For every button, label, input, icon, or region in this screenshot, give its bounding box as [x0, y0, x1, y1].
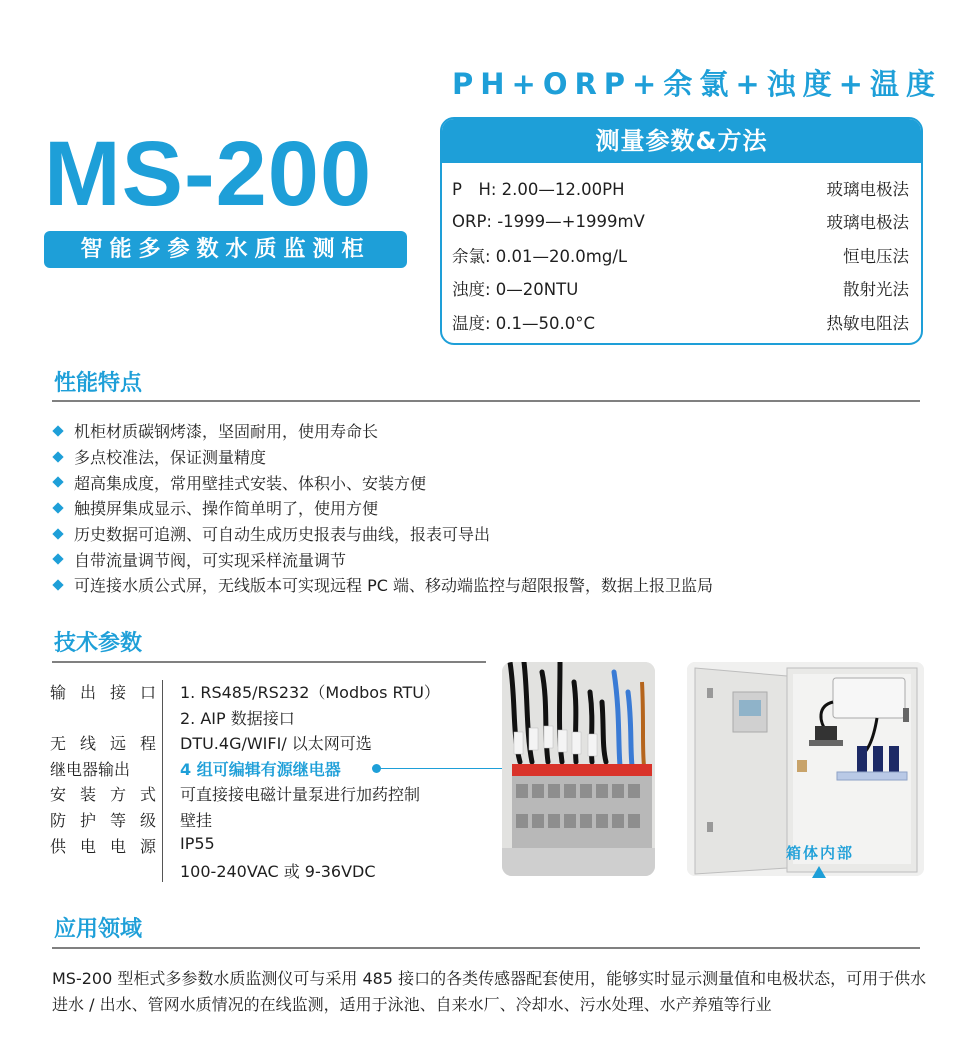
application-heading: 应用领域	[54, 917, 143, 942]
measurement-row	[452, 238, 909, 272]
list-item: 自带流量调节阀，可实现采样流量调节	[52, 546, 713, 572]
measurement-param: P H: 2.00—12.00PH	[452, 179, 625, 199]
diamond-bullet-icon	[52, 528, 63, 539]
tech-value-column	[180, 680, 440, 885]
measurement-method: 恒电压法	[843, 246, 909, 266]
measurement-panel-title: 测量参数&方法	[442, 119, 921, 163]
list-item: 历史数据可追溯、可自动生成历史报表与曲线，报表可导出	[52, 521, 713, 547]
application-divider	[52, 947, 920, 949]
list-item: 多点校准法，保证测量精度	[52, 444, 713, 470]
application-description: MS-200 型柜式多参数水质监测仪可与采用 485 接口的各类传感器配套使用，能够实时显示测量值和电极状态，可用于供水进水 / 出水、管网水质情况的在线监测，适用于泳池、自来水厂、冷却水、污水处理、水产养殖等行业	[52, 969, 927, 1014]
measurement-param: 温度: 0.1—50.0°C	[452, 313, 596, 333]
tech-value: 壁挂	[180, 810, 213, 830]
diamond-bullet-icon	[52, 425, 63, 436]
measurement-method: 玻璃电极法	[826, 213, 909, 233]
diamond-bullet-icon	[52, 554, 63, 565]
tech-value-highlight: 4 组可编辑有源继电器	[180, 759, 341, 779]
measurement-row	[452, 171, 909, 205]
features-divider	[52, 400, 920, 402]
measurement-param: 浊度: 0—20NTU	[452, 280, 579, 300]
tech-label: 供 电 电 源	[50, 836, 156, 856]
measurement-rows	[442, 163, 921, 339]
diamond-bullet-icon	[52, 451, 63, 462]
up-arrow-icon	[812, 866, 826, 878]
measurement-method: 散射光法	[843, 280, 909, 300]
tech-value: DTU.4G/WIFI/ 以太网可选	[180, 734, 372, 754]
parameter-list-heading: PH+ORP+余氯+浊度+温度	[452, 67, 942, 101]
relay-wiring-photo	[502, 662, 655, 876]
measurement-method: 玻璃电极法	[826, 179, 909, 199]
tech-label: 继电器输出	[50, 759, 131, 779]
tech-value: 1. RS485/RS232（Modbos RTU）	[180, 683, 440, 702]
tech-divider-line	[52, 661, 486, 663]
cabinet-caption: 箱体内部	[786, 844, 855, 862]
feature-list	[52, 418, 713, 598]
measurement-param: 余氯: 0.01—20.0mg/L	[452, 246, 628, 266]
tech-label: 安 装 方 式	[50, 785, 156, 805]
diamond-bullet-icon	[52, 502, 63, 513]
measurement-row	[452, 305, 909, 339]
product-name-badge: 智能多参数水质监测柜	[44, 231, 407, 268]
tech-heading: 技术参数	[54, 631, 143, 656]
model-title: MS-200	[44, 123, 373, 225]
measurement-panel	[440, 117, 923, 345]
measurement-method: 热敏电阻法	[826, 313, 909, 333]
tech-column-divider	[162, 680, 163, 882]
tech-label-column	[50, 680, 156, 859]
measurement-row	[452, 205, 909, 239]
diamond-bullet-icon	[52, 579, 63, 590]
tech-label: 输 出 接 口	[50, 683, 156, 702]
list-item: 可连接水质公式屏，无线版本可实现远程 PC 端、移动端监控与超限报警，数据上报卫监局	[52, 572, 713, 598]
list-item: 机柜材质碳钢烤漆，坚固耐用，使用寿命长	[52, 418, 713, 444]
tech-value: 2. AIP 数据接口	[180, 708, 295, 728]
measurement-row	[452, 272, 909, 306]
tech-label: 防 护 等 级	[50, 810, 156, 830]
measurement-param: ORP: -1999—+1999mV	[452, 211, 645, 231]
diamond-bullet-icon	[52, 477, 63, 488]
tech-label	[50, 706, 156, 732]
tech-label: 无 线 远 程	[50, 734, 156, 754]
tech-value: 可直接接电磁计量泵进行加药控制	[180, 785, 421, 805]
features-heading: 性能特点	[54, 371, 143, 396]
list-item: 触摸屏集成显示、操作简单明了，使用方便	[52, 495, 713, 521]
list-item: 超高集成度，常用壁挂式安装、体积小、安装方便	[52, 469, 713, 495]
tech-value: 100-240VAC 或 9-36VDC	[180, 862, 376, 882]
tech-value: IP55	[180, 833, 215, 853]
